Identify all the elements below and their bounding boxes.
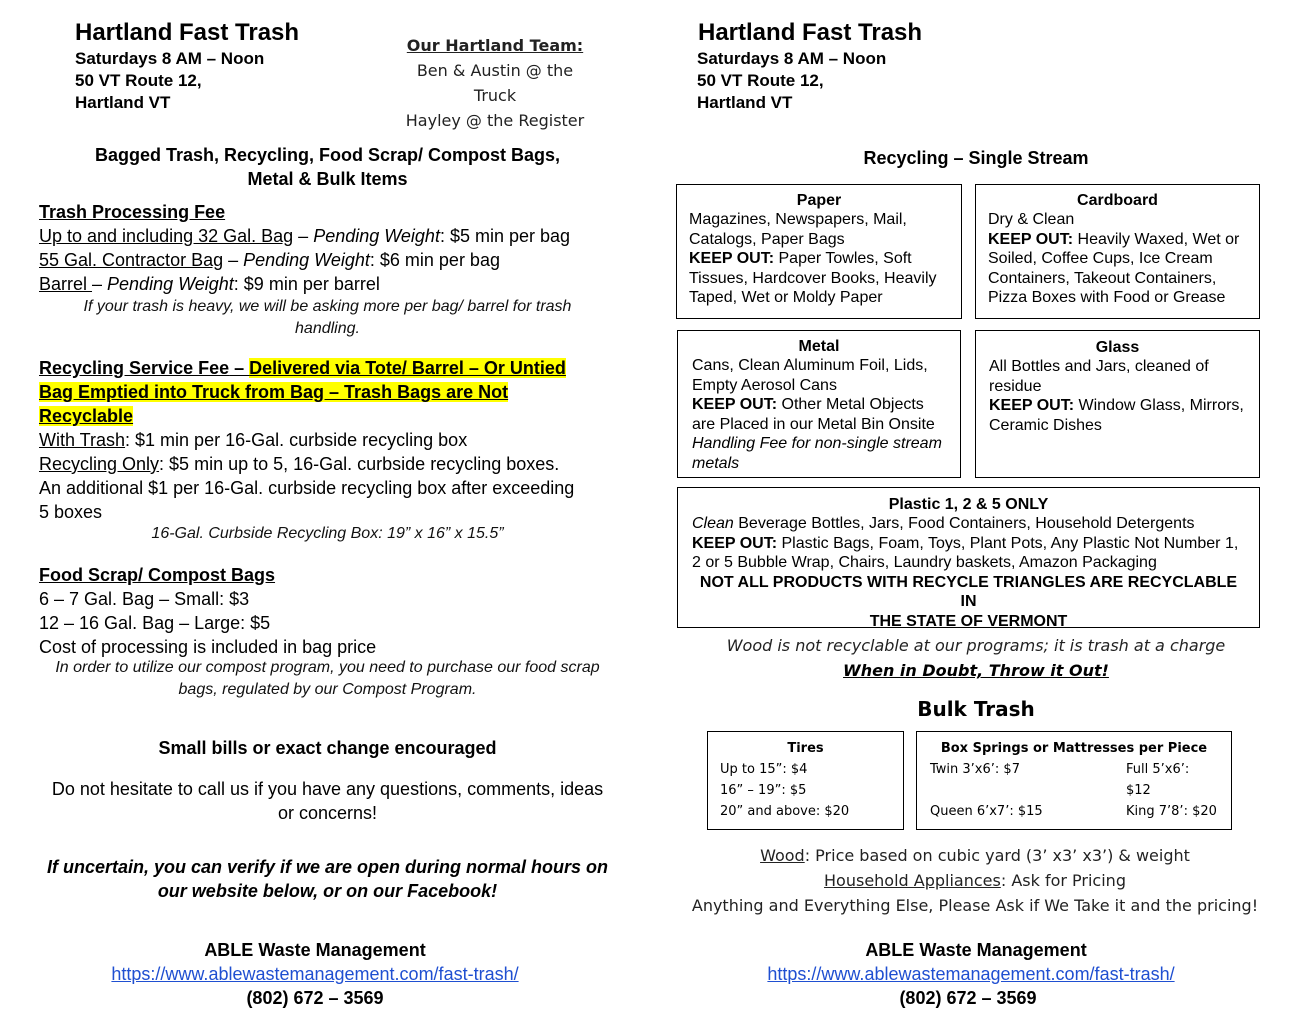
trash-fee-row3: [39, 272, 619, 296]
paper-keep-text1: Paper Towles, Soft: [774, 250, 912, 267]
recycling-only-text: : $5 min up to 5, 16-Gal. curbside recycling boxes.: [159, 454, 560, 474]
team-block: [390, 33, 600, 133]
cardboard-keep-line1: [988, 230, 1247, 250]
right-schedule: Saturdays 8 AM – Noon: [697, 49, 887, 68]
metal-note-line2: metals: [692, 454, 740, 472]
team-line2: Truck: [473, 86, 517, 105]
wood-pricing-row: [660, 843, 1290, 868]
small-bills-text: Small bills or exact change encouraged: [158, 738, 497, 758]
right-address-line1: 50 VT Route 12,: [697, 71, 824, 90]
recycling-fee-section: [39, 356, 624, 524]
trash-fee-row3-dash: –: [92, 274, 108, 294]
trash-fee-section: [39, 200, 619, 296]
services-heading-line2: Metal & Bulk Items: [247, 169, 408, 189]
left-phone: (802) 672 – 3569: [246, 988, 384, 1008]
metal-keep-label: KEEP OUT:: [692, 396, 778, 413]
glass-keep-line2: Ceramic Dishes: [989, 416, 1102, 434]
tires-line2: 16” – 19”: $5: [720, 783, 807, 798]
tires-box: [707, 731, 904, 830]
cardboard-keep-line3: Containers, Takeout Containers,: [988, 269, 1217, 287]
recycling-fee-heading-line2: [39, 380, 624, 404]
paper-keep-label: KEEP OUT:: [689, 250, 775, 267]
box-springs-box: [916, 731, 1232, 830]
box-springs-queen: Queen 6’x7’: $15: [930, 804, 1043, 819]
recycling-fee-heading: Recycling Service Fee: [39, 358, 230, 378]
cardboard-keep-line4: Pizza Boxes with Food or Grease: [988, 289, 1226, 306]
with-trash-text: : $1 min per 16-Gal. curbside recycling box: [125, 430, 468, 450]
trash-fee-row1-pending: Pending Weight: [313, 226, 440, 246]
tires-line3: 20” and above: $20: [720, 804, 850, 819]
metal-keep-text1: Other Metal Objects: [777, 396, 924, 413]
team-line1: Ben & Austin @ the: [416, 61, 574, 80]
box-springs-full: Full 5’x6’: $12: [1126, 762, 1190, 798]
left-website-row: [20, 964, 610, 985]
recycling-only-label: Recycling Only: [39, 454, 160, 474]
with-trash-label: With Trash: [39, 430, 126, 450]
plastic-title: Plastic 1, 2 & 5 ONLY: [888, 496, 1049, 513]
paper-line1: Magazines, Newspapers, Mail,: [689, 211, 907, 228]
trash-fee-row2-dash: –: [223, 250, 244, 270]
cardboard-line1: Dry & Clean: [988, 211, 1075, 228]
right-website-row: [676, 964, 1266, 985]
left-schedule: Saturdays 8 AM – Noon: [75, 49, 265, 68]
recycling-box-note: 16-Gal. Curbside Recycling Box: 19” x 16” x 15.5”: [151, 525, 504, 542]
with-trash-row: [39, 428, 624, 452]
food-scrap-line3: Cost of processing is included in bag price: [39, 637, 377, 657]
metal-title: Metal: [798, 338, 840, 355]
left-company-name: ABLE Waste Management: [204, 940, 426, 960]
plastic-warning-line2: THE STATE OF VERMONT: [869, 612, 1068, 630]
right-website-link[interactable]: https://www.ablewastemanagement.com/fast-trash/: [767, 964, 1175, 984]
bulk-pricing-block: [660, 843, 1290, 918]
cardboard-keep-line2: Soiled, Coffee Cups, Ice Cream: [988, 250, 1213, 267]
metal-keep-line2: are Placed in our Metal Bin Onsite: [692, 415, 935, 433]
left-title: Hartland Fast Trash: [75, 19, 300, 46]
paper-keep-line3: Taped, Wet or Moldy Paper: [689, 289, 883, 306]
cardboard-box: [975, 184, 1260, 319]
plastic-clean: Clean: [692, 515, 734, 532]
box-springs-title: Box Springs or Mattresses per Piece: [940, 741, 1208, 756]
team-line3: Hayley @ the Register: [405, 111, 585, 130]
metal-line1: Cans, Clean Aluminum Foil, Lids,: [692, 357, 928, 374]
uncertain-text: If uncertain, you can verify if we are open during normal hours on our website below, or on our Facebook!: [46, 857, 609, 901]
food-scrap-heading: Food Scrap/ Compost Bags: [39, 565, 276, 585]
metal-box: [677, 330, 961, 478]
left-address-line2: Hartland VT: [75, 93, 171, 112]
trash-fee-row2: [39, 248, 619, 272]
plastic-line1-text: Beverage Bottles, Jars, Food Containers, Household Detergents: [733, 515, 1195, 532]
trash-fee-heading: Trash Processing Fee: [39, 202, 226, 222]
glass-keep-text1: Window Glass, Mirrors,: [1074, 397, 1244, 414]
trash-fee-row1: [39, 224, 619, 248]
team-heading: Our Hartland Team:: [406, 36, 584, 55]
recycling-fee-highlight-line1: Delivered via Tote/ Barrel – Or Untied: [249, 358, 566, 378]
trash-fee-row1-price: : $5 min per bag: [439, 226, 571, 246]
box-springs-row2: [930, 801, 1218, 822]
food-scrap-line2: 12 – 16 Gal. Bag – Large: $5: [39, 613, 271, 633]
recycling-heading: Recycling – Single Stream: [863, 148, 1089, 168]
plastic-warning-line1: NOT ALL PRODUCTS WITH RECYCLE TRIANGLES ARE RECYCLABLE IN: [699, 573, 1238, 610]
metal-keep-line1: [692, 395, 946, 415]
food-scrap-section: [39, 563, 624, 659]
questions-text: Do not hesitate to call us if you have any questions, comments, ideas or concerns!: [51, 779, 604, 823]
doubt-text: When in Doubt, Throw it Out!: [843, 661, 1109, 680]
additional-line2: 5 boxes: [39, 502, 103, 522]
glass-keep-label: KEEP OUT:: [989, 397, 1075, 414]
food-scrap-line1: 6 – 7 Gal. Bag – Small: $3: [39, 589, 250, 609]
glass-keep-line1: [989, 396, 1246, 416]
metal-line2: Empty Aerosol Cans: [692, 376, 837, 394]
paper-line2: Catalogs, Paper Bags: [689, 230, 845, 248]
trash-fee-row2-pending: Pending Weight: [243, 250, 370, 270]
right-address-line2: Hartland VT: [697, 93, 793, 112]
left-address-line1: 50 VT Route 12,: [75, 71, 202, 90]
glass-title: Glass: [1095, 339, 1140, 356]
trash-fee-row2-label: 55 Gal. Contractor Bag: [39, 250, 224, 270]
box-springs-king: King 7’8’: $20: [1126, 804, 1217, 819]
right-company-name: ABLE Waste Management: [865, 940, 1087, 960]
trash-fee-row2-price: : $6 min per bag: [369, 250, 500, 270]
plastic-keep-line1: [692, 534, 1245, 554]
recycling-fee-heading-line3: [39, 404, 624, 428]
additional-line1: An additional $1 per 16-Gal. curbside recycling box after exceeding: [39, 478, 575, 498]
metal-note-line1: Handling Fee for non-single stream: [692, 435, 942, 452]
appliances-text: : Ask for Pricing: [1000, 871, 1126, 890]
recycling-only-row: [39, 452, 624, 476]
plastic-keep-text1: Plastic Bags, Foam, Toys, Plant Pots, Any Plastic Not Number 1,: [777, 534, 1239, 552]
services-heading: [40, 143, 615, 191]
trash-fee-row3-pending: Pending Weight: [107, 274, 234, 294]
plastic-keep-label: KEEP OUT:: [692, 534, 778, 552]
plastic-line1: [692, 514, 1245, 534]
cardboard-title: Cardboard: [1077, 192, 1158, 209]
paper-title: Paper: [796, 192, 842, 209]
right-phone: (802) 672 – 3569: [899, 988, 1037, 1008]
right-title: Hartland Fast Trash: [698, 19, 923, 46]
paper-keep-line1: [689, 249, 949, 269]
tires-title: Tires: [787, 741, 824, 756]
wood-note: Wood is not recyclable at our programs; it is trash at a charge: [726, 636, 1226, 655]
trash-fee-row3-label: Barrel: [39, 274, 93, 294]
paper-keep-line2: Tissues, Hardcover Books, Heavily: [689, 269, 937, 287]
box-springs-twin: Twin 3’x6’: $7: [930, 762, 1020, 777]
trash-fee-row3-price: : $9 min per barrel: [233, 274, 380, 294]
recycling-fee-dash: –: [229, 358, 250, 378]
appliances-row: [660, 868, 1290, 893]
recycling-fee-highlight-line3: Recyclable: [39, 406, 134, 426]
plastic-keep-line2: 2 or 5 Bubble Wrap, Chairs, Laundry baskets, Amazon Packaging: [692, 554, 1157, 571]
food-scrap-note: In order to utilize our compost program, you need to purchase our food scrap bags, regulated by our Compost Program.: [55, 659, 600, 698]
glass-line2: residue: [989, 377, 1042, 395]
box-springs-row1: [930, 759, 1218, 801]
tires-line1: Up to 15”: $4: [720, 762, 808, 777]
plastic-box: [677, 487, 1260, 628]
wood-text: : Price based on cubic yard (3’ x3’ x3’) & weight: [804, 846, 1190, 865]
recycling-fee-heading-line1: [39, 356, 624, 380]
glass-box: [975, 330, 1260, 478]
glass-line1: All Bottles and Jars, cleaned of: [989, 358, 1209, 375]
trash-fee-row1-dash: –: [293, 226, 314, 246]
services-heading-line1: Bagged Trash, Recycling, Food Scrap/ Compost Bags,: [94, 145, 561, 165]
paper-box: [676, 184, 962, 319]
left-website-link[interactable]: https://www.ablewastemanagement.com/fast-trash/: [111, 964, 519, 984]
bulk-heading: Bulk Trash: [917, 697, 1035, 721]
trash-fee-row1-label: Up to and including 32 Gal. Bag: [39, 226, 294, 246]
cardboard-keep-text1: Heavily Waxed, Wet or: [1073, 230, 1240, 248]
recycling-fee-highlight-line2: Bag Emptied into Truck from Bag – Trash Bags are Not: [39, 382, 509, 402]
trash-fee-note: If your trash is heavy, we will be asking more per bag/ barrel for trash handling.: [83, 298, 572, 337]
anything-else-text: Anything and Everything Else, Please Ask if We Take it and the pricing!: [691, 896, 1259, 915]
cardboard-keep-label: KEEP OUT:: [988, 230, 1074, 248]
appliances-label: Household Appliances: [824, 871, 1001, 890]
wood-label: Wood: [760, 846, 805, 865]
